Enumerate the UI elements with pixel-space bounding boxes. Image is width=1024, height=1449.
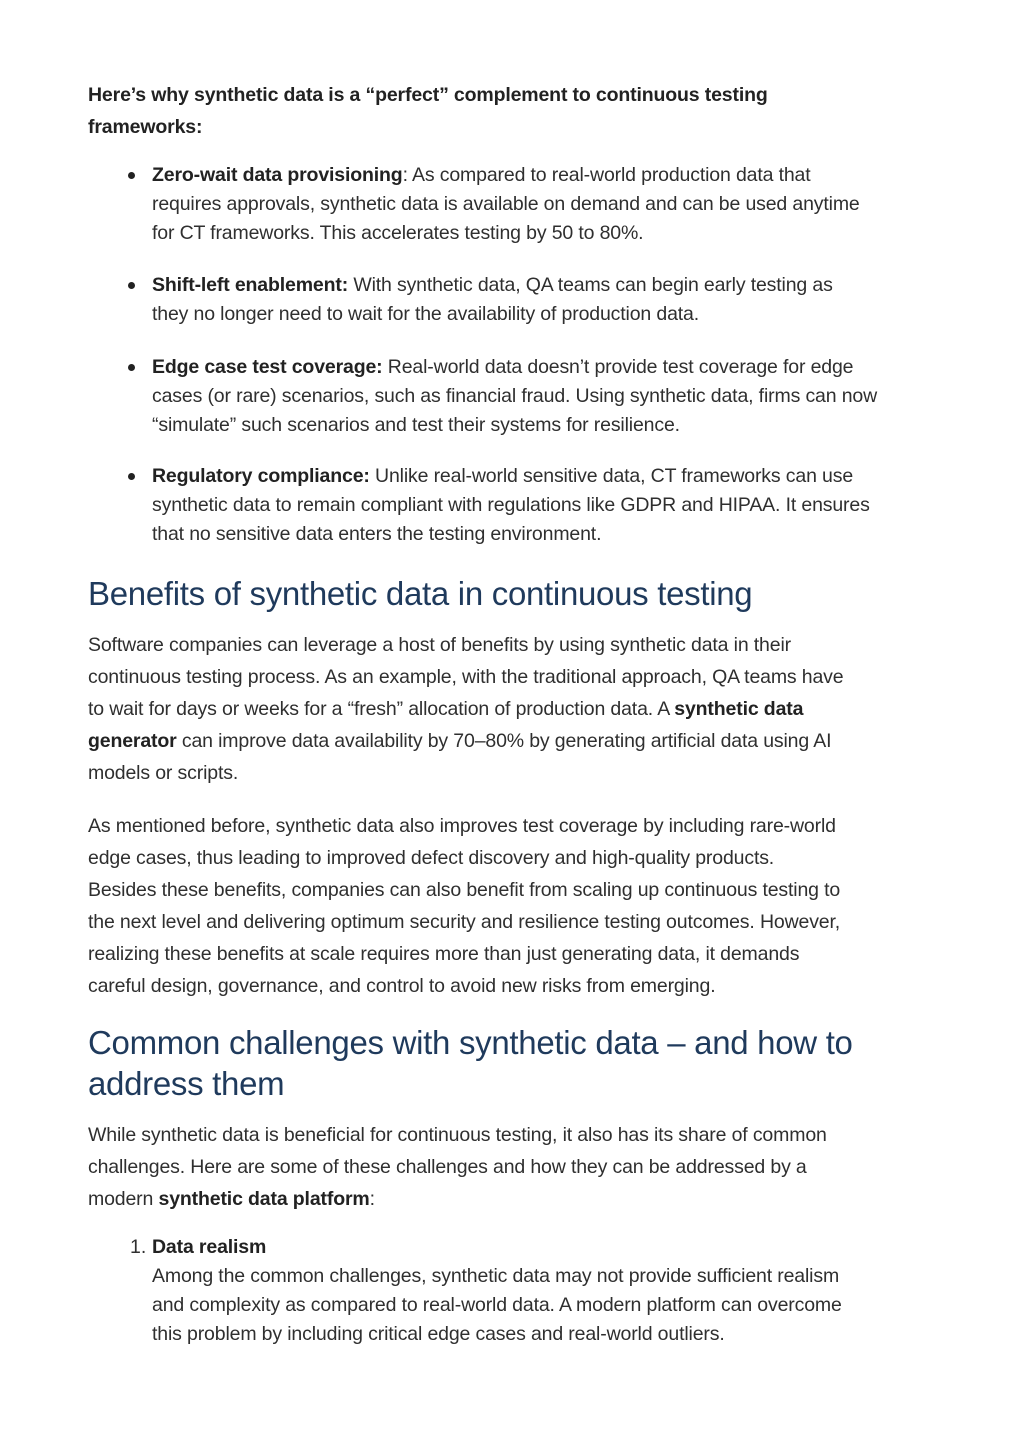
bold-text: frameworks: <box>88 116 203 138</box>
text-line <box>152 353 877 382</box>
text-line <box>152 300 833 329</box>
text-line <box>152 520 870 549</box>
text-line <box>152 271 833 300</box>
text: challenges. Here are some of these challenges and how they can be addressed by a <box>88 1156 807 1178</box>
bold-text: synthetic data <box>674 698 804 720</box>
text: to wait for days or weeks for a “fresh” allocation of production data. A <box>88 698 675 720</box>
text: requires approvals, synthetic data is available on demand and can be used anytime <box>152 193 860 215</box>
paragraph <box>88 629 843 789</box>
text-line <box>88 842 840 874</box>
ordered-list-item <box>130 1233 842 1349</box>
text-line <box>88 111 768 143</box>
text: this problem by including critical edge cases and real-world outliers. <box>152 1323 725 1345</box>
text: Unlike real-world sensitive data, CT frameworks can use <box>369 465 854 487</box>
bold-text: Shift-left enablement: <box>152 274 349 296</box>
text-line <box>152 491 870 520</box>
text-line <box>88 938 840 970</box>
section-heading-challenges <box>88 1022 853 1104</box>
text: continuous testing process. As an example, with the traditional approach, QA teams have <box>88 666 844 688</box>
bullet-item <box>152 161 860 248</box>
bullet-icon <box>128 473 135 480</box>
text-line <box>152 1233 842 1262</box>
text: Common challenges with synthetic data – and how to <box>88 1024 853 1061</box>
text: cases (or rare) scenarios, such as financial fraud. Using synthetic data, firms can now <box>152 385 878 407</box>
text: Software companies can leverage a host of benefits by using synthetic data in their <box>88 634 791 656</box>
bold-text: synthetic data platform <box>158 1188 370 1210</box>
bullet-icon <box>128 172 135 179</box>
bullet-item <box>152 271 833 329</box>
text-line <box>88 573 752 614</box>
text: that no sensitive data enters the testing environment. <box>152 523 602 545</box>
text-line <box>88 1063 853 1104</box>
text-line <box>88 1022 853 1063</box>
bold-text: Here’s why synthetic data is a “perfect” complement to continuous testing <box>88 84 768 106</box>
text-line <box>88 906 840 938</box>
text-line <box>88 810 840 842</box>
text-line <box>152 190 860 219</box>
text-line <box>152 411 877 440</box>
text-line <box>88 757 843 789</box>
bold-text: Edge case test coverage: <box>152 356 383 378</box>
text: : <box>369 1188 375 1210</box>
text-line <box>88 1183 827 1215</box>
text: edge cases, thus leading to improved defect discovery and high-quality products. <box>88 847 775 869</box>
intro-heading <box>88 79 768 143</box>
text: While synthetic data is beneficial for continuous testing, it also has its share of common <box>88 1124 827 1146</box>
text-line <box>152 1320 842 1349</box>
list-number: 1. <box>130 1236 147 1258</box>
text: for CT frameworks. This accelerates testing by 50 to 80%. <box>152 222 644 244</box>
text: realizing these benefits at scale requires more than just generating data, it demands <box>88 943 800 965</box>
text: synthetic data to remain compliant with regulations like GDPR and HIPAA. It ensures <box>152 494 870 516</box>
paragraph <box>88 810 840 1002</box>
text: models or scripts. <box>88 762 239 784</box>
text-line <box>152 1291 842 1320</box>
bold-text: generator <box>88 730 177 752</box>
text-line <box>152 1262 842 1291</box>
text-line <box>88 629 843 661</box>
text-line <box>88 874 840 906</box>
text: : As compared to real-world production data that <box>402 164 811 186</box>
text: Among the common challenges, synthetic data may not provide sufficient realism <box>152 1265 840 1287</box>
text-line <box>152 161 860 190</box>
text: careful design, governance, and control to avoid new risks from emerging. <box>88 975 716 997</box>
bold-text: Zero-wait data provisioning <box>152 164 403 186</box>
text-line <box>88 725 843 757</box>
paragraph <box>88 1119 827 1215</box>
text-line <box>88 661 843 693</box>
text: they no longer need to wait for the availability of production data. <box>152 303 699 325</box>
text: and complexity as compared to real-world data. A modern platform can overcome <box>152 1294 842 1316</box>
text-line <box>88 79 768 111</box>
text: Real-world data doesn’t provide test coverage for edge <box>382 356 854 378</box>
bullet-item <box>152 353 877 440</box>
section-heading-benefits <box>88 573 752 614</box>
text-line <box>152 462 870 491</box>
bullet-item <box>152 462 870 549</box>
text-line <box>152 219 860 248</box>
text: modern <box>88 1188 159 1210</box>
bold-text: Regulatory compliance: <box>152 465 370 487</box>
bullet-icon <box>128 282 135 289</box>
text: the next level and delivering optimum security and resilience testing outcomes. However, <box>88 911 841 933</box>
text-line <box>88 1119 827 1151</box>
text: With synthetic data, QA teams can begin early testing as <box>348 274 833 296</box>
text: “simulate” such scenarios and test their systems for resilience. <box>152 414 680 436</box>
bold-text: Data realism <box>152 1236 267 1258</box>
text: address them <box>88 1065 285 1102</box>
text-line <box>88 1151 827 1183</box>
text-line <box>152 382 877 411</box>
text-line <box>88 970 840 1002</box>
text: As mentioned before, synthetic data also improves test coverage by including rare-world <box>88 815 836 837</box>
text: can improve data availability by 70–80% by generating artificial data using AI <box>176 730 832 752</box>
text-line <box>88 693 843 725</box>
bullet-icon <box>128 364 135 371</box>
text: Besides these benefits, companies can also benefit from scaling up continuous testing to <box>88 879 841 901</box>
text: Benefits of synthetic data in continuous testing <box>88 575 753 612</box>
